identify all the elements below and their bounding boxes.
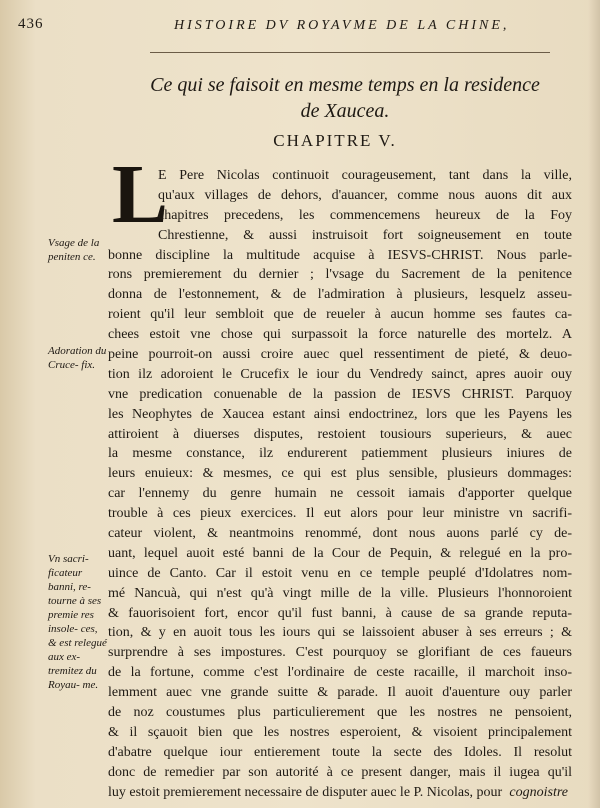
body-line: rons premierement du dernier ; l'vsage du Sacrement de la penitence	[108, 267, 572, 283]
body-line: chees estoit vne chose qui surpassoit la force naturelle des mortelz. A	[108, 327, 572, 343]
body-line: uant, lequel auoit esté banni de la Cour de Pequin, & relegué en la pro-	[108, 545, 572, 561]
margin-note-sacrificateur: Vn sacri- ficateur banni, re- tourne à ses premie res insole- ces, & est relegué aux ex- tremitez du Royau- me.	[48, 553, 107, 691]
body-line: trouble à ces pieux exercices. Il eut alors pour leur ministre vn sacrifi-	[108, 506, 572, 522]
catchword: cognoistre	[509, 785, 568, 800]
body-line: Chrestienne, & aussi instruisoit fort soigneusement en toute	[158, 227, 572, 243]
section-title	[120, 72, 570, 124]
running-head: HISTOIRE DV ROYAVME DE LA CHINE,	[174, 18, 510, 33]
body-line: donc de remedier par son autorité à ce present danger, mais il iugea qu'il	[108, 764, 572, 780]
body-line: roient qu'il leur sembloit que de reueler à aucun homme ses fautes ca-	[108, 307, 572, 323]
body-line: leurs enuieux: & mesmes, ce qui est plus sensible, plusieurs dommages:	[108, 466, 572, 482]
body-line: tion, & y en auoit tous les iours qui se laissoient abuser à ses erreurs ; &	[108, 625, 572, 641]
body-line: lemment auec vne grande suitte & parade. Il auoit d'auenture ouy parler	[108, 685, 572, 701]
body-line: luy estoit premierement necessaire de disputer auec le P. Nicolas, pour	[108, 784, 503, 800]
margin-note-usage: Vsage de la peniten ce.	[48, 237, 100, 263]
body-line: peine pourroit-on aussi croire auec quel ressentiment de pieté, & deuo-	[108, 347, 572, 363]
body-line: d'abatre quelque iour entierement toute la secte des Idoles. Il resolut	[108, 744, 572, 760]
page-header	[0, 16, 600, 38]
body-text	[108, 166, 572, 803]
margin-note-adoration: Adoration du Cruce- fix.	[48, 345, 107, 371]
body-line: uince de Canto. Car il estoit venu en ce temple peuplé d'Idolatres nom-	[108, 565, 572, 581]
body-line: bonne discipline la multitude acquise à IESVS-CHRIST. Nous parle-	[108, 247, 572, 263]
body-line: vne predication conuenable de la passion de IESVS CHRIST. Parquoy	[108, 386, 572, 402]
section-title-line-2: de Xaucea.	[300, 100, 390, 122]
body-line: cateur violent, & neantmoins renommé, dont nous auons parlé cy de-	[108, 526, 572, 542]
body-line: & il sçauoit bien que les nostres esperoient, & visoient principalement	[108, 724, 572, 740]
body-line: chapitres precedens, les commencemens heureux de la Foy	[158, 207, 572, 223]
body-line: attiroient à diuerses disputes, restoient tousiours superieurs, & auec	[108, 426, 572, 442]
body-line: les Neophytes de Xaucea estant ainsi endoctrinez, lors que les Payens les	[108, 406, 572, 422]
drop-cap: L	[112, 148, 169, 241]
body-line: de la fortune, comme c'est l'ordinaire de ceste racaille, il marchoit inso-	[108, 665, 572, 681]
body-line: surprendre à ses impostures. C'est pourquoy se glorifiant de ces faueurs	[108, 645, 572, 661]
body-line: de noz coustumes plus particulierement que les nostres ne pensoient,	[108, 705, 572, 721]
header-rule	[150, 52, 550, 53]
body-line: donna de l'estonnement, & de l'admiration à plusieurs, lesquelz asseu-	[108, 287, 572, 303]
body-line: mé Nancuà, qui n'est qu'à vingt mille de la ville. Plusieurs l'honnoroient	[108, 585, 572, 601]
body-line: E Pere Nicolas continuoit courageusement, tant dans la ville,	[158, 168, 572, 183]
section-title-line-1: Ce qui se faisoit en mesme temps en la residence	[150, 74, 540, 96]
body-line: tion ilz adoroient le Crucefix le iour du Vendredy sainct, apres auoir ouy	[108, 366, 572, 382]
page-number: 436	[18, 16, 44, 32]
chapter-heading: CHAPITRE V.	[273, 131, 397, 150]
body-line: car l'ennemy du genre humain ne cessoit iamais d'apporter quelque	[108, 486, 572, 502]
body-line: qu'aux villages de dehors, d'auancer, comme nous auons dit aux	[158, 187, 572, 203]
page-edge-shadow	[588, 0, 600, 808]
body-line: & fauorisoient fort, encor qu'il fust banni, à cause de sa grande reputa-	[108, 605, 572, 621]
body-line: la mesme constance, ilz endurerent patiemment plusieurs iniures de	[108, 446, 572, 462]
